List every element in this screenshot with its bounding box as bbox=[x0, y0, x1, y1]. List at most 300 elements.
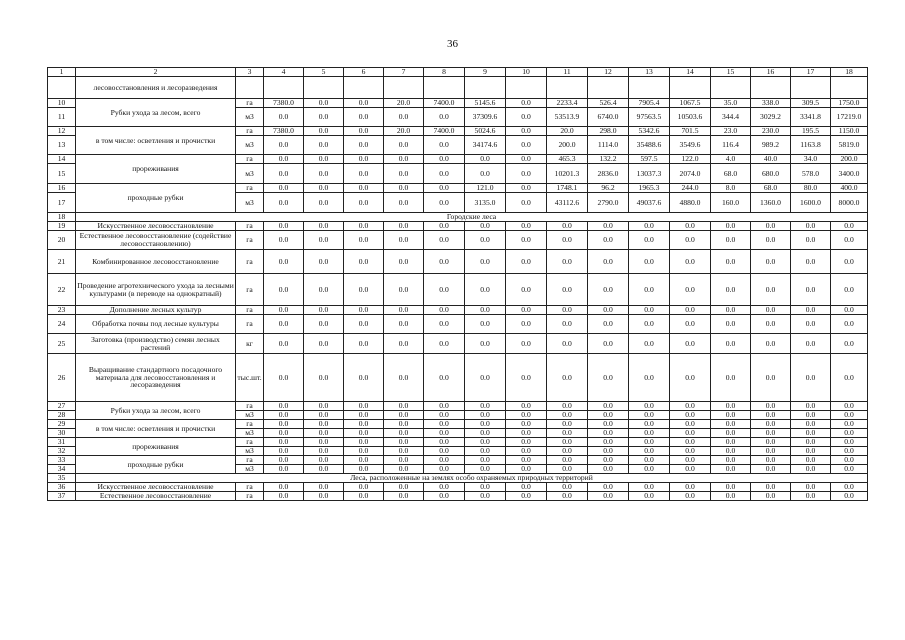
table-cell: 53513.9 bbox=[547, 108, 588, 127]
table-cell: 0.0 bbox=[711, 420, 751, 429]
table-cell: 0.0 bbox=[711, 231, 751, 250]
table-cell: 0.0 bbox=[670, 402, 711, 411]
table-cell: 0.0 bbox=[384, 306, 424, 315]
row-number: 20 bbox=[48, 231, 76, 250]
table-cell: 0.0 bbox=[831, 411, 868, 420]
table-cell: 0.0 bbox=[424, 483, 465, 492]
table-row bbox=[48, 315, 868, 334]
table-cell: 0.0 bbox=[670, 492, 711, 501]
table-cell: 0.0 bbox=[670, 420, 711, 429]
table-cell: 0.0 bbox=[547, 465, 588, 474]
table-cell: га bbox=[236, 127, 264, 136]
table-cell: 0.0 bbox=[547, 456, 588, 465]
table-cell: 0.0 bbox=[465, 354, 506, 402]
row-label: Комбинированное лесовосстановление bbox=[76, 250, 236, 274]
table-cell: 0.0 bbox=[465, 315, 506, 334]
column-header: 8 bbox=[424, 68, 465, 77]
table-cell: 0.0 bbox=[424, 136, 465, 155]
table-cell: 0.0 bbox=[670, 411, 711, 420]
table-cell: 0.0 bbox=[831, 465, 868, 474]
table-row bbox=[48, 402, 868, 411]
table-cell: 0.0 bbox=[304, 193, 344, 213]
table-cell: 0.0 bbox=[506, 492, 547, 501]
table-cell: 0.0 bbox=[670, 483, 711, 492]
table-cell: 0.0 bbox=[791, 315, 831, 334]
table-cell: 0.0 bbox=[831, 222, 868, 231]
table-cell: 0.0 bbox=[344, 447, 384, 456]
table-cell: 0.0 bbox=[424, 108, 465, 127]
table-cell: 0.0 bbox=[547, 438, 588, 447]
table-cell: 0.0 bbox=[588, 429, 629, 438]
table-cell: 5145.6 bbox=[465, 99, 506, 108]
table-cell: 0.0 bbox=[384, 438, 424, 447]
table-cell: 7400.0 bbox=[424, 99, 465, 108]
table-cell: 0.0 bbox=[304, 334, 344, 354]
table-cell: 10503.6 bbox=[670, 108, 711, 127]
table-cell: 0.0 bbox=[344, 184, 384, 193]
table-cell: 0.0 bbox=[831, 420, 868, 429]
table-cell: 7380.0 bbox=[264, 127, 304, 136]
table-cell: 0.0 bbox=[304, 429, 344, 438]
table-cell: 0.0 bbox=[344, 136, 384, 155]
table-cell: га bbox=[236, 274, 264, 306]
table-cell: 1067.5 bbox=[670, 99, 711, 108]
table-cell: 0.0 bbox=[384, 354, 424, 402]
table-cell: тыс.шт. bbox=[236, 354, 264, 402]
table-cell: 0.0 bbox=[506, 222, 547, 231]
row-number: 18 bbox=[48, 213, 76, 222]
table-cell: 0.0 bbox=[506, 127, 547, 136]
table-cell: 0.0 bbox=[264, 411, 304, 420]
table-cell: 0.0 bbox=[629, 447, 670, 456]
row-label: м3 bbox=[236, 193, 264, 213]
row-number: 21 bbox=[48, 250, 76, 274]
table-cell: 0.0 bbox=[831, 231, 868, 250]
row-number: 36 bbox=[48, 483, 76, 492]
table-cell bbox=[424, 77, 465, 99]
table-cell: 0.0 bbox=[547, 222, 588, 231]
table-cell: 0.0 bbox=[465, 456, 506, 465]
table-cell: 0.0 bbox=[304, 108, 344, 127]
table-cell: 40.0 bbox=[751, 155, 791, 164]
table-cell: 0.0 bbox=[629, 231, 670, 250]
table-cell: 3341.8 bbox=[791, 108, 831, 127]
table-row bbox=[48, 492, 868, 501]
table-cell: 0.0 bbox=[304, 438, 344, 447]
table-cell: 0.0 bbox=[506, 483, 547, 492]
table-cell: 0.0 bbox=[304, 127, 344, 136]
table-cell: 0.0 bbox=[344, 164, 384, 184]
table-cell: 0.0 bbox=[629, 222, 670, 231]
table-cell: 3549.6 bbox=[670, 136, 711, 155]
row-label: Рубки ухода за лесом, всего bbox=[76, 99, 236, 127]
table-cell: 195.5 bbox=[791, 127, 831, 136]
table-cell: 20.0 bbox=[384, 99, 424, 108]
row-label: Естественное лесовосстановление bbox=[76, 492, 236, 501]
table-cell: 400.0 bbox=[831, 184, 868, 193]
table-cell: 0.0 bbox=[588, 438, 629, 447]
table-cell: 0.0 bbox=[465, 411, 506, 420]
table-cell: 0.0 bbox=[384, 108, 424, 127]
table-cell: 0.0 bbox=[384, 184, 424, 193]
table-cell: 1748.1 bbox=[547, 184, 588, 193]
table-cell: 0.0 bbox=[465, 402, 506, 411]
table-cell: 0.0 bbox=[588, 402, 629, 411]
table-cell: 0.0 bbox=[751, 438, 791, 447]
table-cell bbox=[547, 77, 588, 99]
table-cell: 0.0 bbox=[424, 222, 465, 231]
row-number: 24 bbox=[48, 315, 76, 334]
table-cell: 0.0 bbox=[384, 447, 424, 456]
table-cell bbox=[236, 77, 264, 99]
section-title: Городские леса bbox=[76, 213, 868, 222]
table-cell: 13037.3 bbox=[629, 164, 670, 184]
table-cell: 3400.0 bbox=[831, 164, 868, 184]
table-cell bbox=[588, 77, 629, 99]
row-label: проходные рубки bbox=[76, 456, 236, 474]
table-cell: 309.5 bbox=[791, 99, 831, 108]
table-cell: 0.0 bbox=[424, 438, 465, 447]
table-cell: 0.0 bbox=[264, 164, 304, 184]
table-cell: 0.0 bbox=[588, 250, 629, 274]
table-cell: 0.0 bbox=[304, 402, 344, 411]
table-cell: 0.0 bbox=[588, 483, 629, 492]
column-header: 11 bbox=[547, 68, 588, 77]
row-number: 29 bbox=[48, 420, 76, 429]
table-cell: 0.0 bbox=[264, 483, 304, 492]
column-header: 13 bbox=[629, 68, 670, 77]
row-number: 33 bbox=[48, 456, 76, 465]
table-cell: 0.0 bbox=[670, 231, 711, 250]
row-number: 23 bbox=[48, 306, 76, 315]
table-cell: 0.0 bbox=[791, 420, 831, 429]
table-cell: га bbox=[236, 438, 264, 447]
table-row bbox=[48, 155, 868, 164]
table-cell: 0.0 bbox=[711, 315, 751, 334]
table-cell: 0.0 bbox=[506, 438, 547, 447]
table-cell: 0.0 bbox=[588, 231, 629, 250]
table-body bbox=[48, 68, 868, 501]
table-cell: 5819.0 bbox=[831, 136, 868, 155]
table-cell: 0.0 bbox=[304, 492, 344, 501]
table-cell: 0.0 bbox=[424, 250, 465, 274]
table-cell: 0.0 bbox=[670, 354, 711, 402]
table-cell: 0.0 bbox=[384, 429, 424, 438]
table-cell: 0.0 bbox=[264, 184, 304, 193]
table-cell: 244.0 bbox=[670, 184, 711, 193]
table-cell: 160.0 bbox=[711, 193, 751, 213]
table-cell: 0.0 bbox=[547, 483, 588, 492]
table-cell bbox=[465, 77, 506, 99]
table-cell: 0.0 bbox=[506, 155, 547, 164]
row-number: 30 bbox=[48, 429, 76, 438]
table-cell: 0.0 bbox=[831, 438, 868, 447]
table-cell: 0.0 bbox=[547, 429, 588, 438]
table-cell: 122.0 bbox=[670, 155, 711, 164]
table-cell: 0.0 bbox=[384, 315, 424, 334]
table-cell: 8.0 bbox=[711, 184, 751, 193]
table-cell bbox=[384, 77, 424, 99]
row-number: 35 bbox=[48, 474, 76, 483]
table-cell: 37309.6 bbox=[465, 108, 506, 127]
column-header: 4 bbox=[264, 68, 304, 77]
table-cell: 0.0 bbox=[384, 420, 424, 429]
table-cell: 0.0 bbox=[547, 420, 588, 429]
table-cell: 0.0 bbox=[384, 465, 424, 474]
table-cell: 0.0 bbox=[344, 306, 384, 315]
table-cell: 0.0 bbox=[629, 456, 670, 465]
table-cell: 0.0 bbox=[629, 334, 670, 354]
row-number: 22 bbox=[48, 274, 76, 306]
table-cell: 0.0 bbox=[384, 250, 424, 274]
table-cell: 0.0 bbox=[344, 108, 384, 127]
table-cell: кг bbox=[236, 334, 264, 354]
table-cell: 0.0 bbox=[264, 402, 304, 411]
row-label: проходные рубки bbox=[76, 184, 236, 213]
table-cell: 0.0 bbox=[506, 315, 547, 334]
table-cell: 20.0 bbox=[547, 127, 588, 136]
table-cell: 0.0 bbox=[751, 334, 791, 354]
table-cell: 0.0 bbox=[384, 456, 424, 465]
table-cell: 0.0 bbox=[791, 456, 831, 465]
table-cell: 0.0 bbox=[831, 334, 868, 354]
table-cell: 5342.6 bbox=[629, 127, 670, 136]
table-cell: 0.0 bbox=[465, 438, 506, 447]
table-row bbox=[48, 334, 868, 354]
table-cell: 0.0 bbox=[424, 411, 465, 420]
table-cell: 0.0 bbox=[344, 429, 384, 438]
table-cell: 0.0 bbox=[424, 456, 465, 465]
table-cell: 1360.0 bbox=[751, 193, 791, 213]
table-cell: 0.0 bbox=[629, 274, 670, 306]
table-cell: 0.0 bbox=[547, 334, 588, 354]
table-cell: 0.0 bbox=[670, 447, 711, 456]
table-cell: га bbox=[236, 155, 264, 164]
table-cell: га bbox=[236, 231, 264, 250]
table-cell bbox=[506, 77, 547, 99]
table-cell: 0.0 bbox=[384, 164, 424, 184]
column-header: 7 bbox=[384, 68, 424, 77]
table-cell: 0.0 bbox=[831, 250, 868, 274]
table-cell: 0.0 bbox=[424, 429, 465, 438]
table-cell: 0.0 bbox=[304, 99, 344, 108]
table-cell: 0.0 bbox=[751, 429, 791, 438]
table-cell: 0.0 bbox=[711, 465, 751, 474]
table-cell: 0.0 bbox=[465, 250, 506, 274]
table-cell: 0.0 bbox=[506, 193, 547, 213]
table-cell: 0.0 bbox=[751, 231, 791, 250]
row-label: в том числе: осветления и прочистки bbox=[76, 127, 236, 155]
table-cell: 0.0 bbox=[304, 274, 344, 306]
table-cell: 2233.4 bbox=[547, 99, 588, 108]
table-cell: 0.0 bbox=[791, 447, 831, 456]
table-cell: 0.0 bbox=[424, 155, 465, 164]
table-cell: 4880.0 bbox=[670, 193, 711, 213]
column-header: 15 bbox=[711, 68, 751, 77]
row-label: Естественное лесовосстановление (содействие лесовосстановлению) bbox=[76, 231, 236, 250]
table-cell: 0.0 bbox=[384, 193, 424, 213]
column-header: 12 bbox=[588, 68, 629, 77]
table-cell: 0.0 bbox=[304, 164, 344, 184]
table-cell: 0.0 bbox=[831, 315, 868, 334]
table-cell: 97563.5 bbox=[629, 108, 670, 127]
table-cell: 2790.0 bbox=[588, 193, 629, 213]
table-cell: 989.2 bbox=[751, 136, 791, 155]
table-cell: 1150.0 bbox=[831, 127, 868, 136]
table-cell bbox=[791, 77, 831, 99]
table-row bbox=[48, 184, 868, 193]
table-cell: 0.0 bbox=[670, 465, 711, 474]
table-cell: 0.0 bbox=[264, 354, 304, 402]
table-cell: 0.0 bbox=[670, 429, 711, 438]
table-cell: 0.0 bbox=[588, 456, 629, 465]
table-cell: 0.0 bbox=[264, 136, 304, 155]
table-cell: 1163.8 bbox=[791, 136, 831, 155]
row-label: Искусственное лесовосстановление bbox=[76, 483, 236, 492]
table-cell: 0.0 bbox=[344, 456, 384, 465]
data-table bbox=[47, 67, 868, 501]
table-row bbox=[48, 420, 868, 429]
table-cell: 0.0 bbox=[465, 222, 506, 231]
table-cell: 0.0 bbox=[751, 456, 791, 465]
table-cell: 0.0 bbox=[264, 334, 304, 354]
table-cell: 0.0 bbox=[751, 492, 791, 501]
table-cell: 0.0 bbox=[588, 315, 629, 334]
table-cell: 0.0 bbox=[588, 465, 629, 474]
table-cell: 0.0 bbox=[424, 447, 465, 456]
table-cell: 0.0 bbox=[465, 465, 506, 474]
table-cell: 0.0 bbox=[751, 250, 791, 274]
table-cell: 0.0 bbox=[424, 334, 465, 354]
table-cell: 0.0 bbox=[711, 483, 751, 492]
table-cell: 0.0 bbox=[304, 411, 344, 420]
table-cell: га bbox=[236, 250, 264, 274]
table-cell: 0.0 bbox=[791, 402, 831, 411]
table-row bbox=[48, 306, 868, 315]
table-cell: 0.0 bbox=[506, 456, 547, 465]
table-cell: 0.0 bbox=[670, 222, 711, 231]
section-row bbox=[48, 213, 868, 222]
column-header: 9 bbox=[465, 68, 506, 77]
row-number: 32 bbox=[48, 447, 76, 456]
table-cell: 0.0 bbox=[831, 402, 868, 411]
table-cell: 0.0 bbox=[831, 483, 868, 492]
table-cell: 0.0 bbox=[344, 274, 384, 306]
table-cell: га bbox=[236, 222, 264, 231]
table-cell: 7905.4 bbox=[629, 99, 670, 108]
row-number: 37 bbox=[48, 492, 76, 501]
table-cell: 0.0 bbox=[547, 402, 588, 411]
table-cell: га bbox=[236, 420, 264, 429]
table-cell: 0.0 bbox=[751, 306, 791, 315]
table-cell: 0.0 bbox=[465, 274, 506, 306]
table-cell: 0.0 bbox=[751, 222, 791, 231]
table-cell: 0.0 bbox=[831, 447, 868, 456]
table-cell: га bbox=[236, 99, 264, 108]
table-cell: 0.0 bbox=[751, 411, 791, 420]
table-cell: 4.0 bbox=[711, 155, 751, 164]
column-header: 3 bbox=[236, 68, 264, 77]
table-cell: 0.0 bbox=[424, 274, 465, 306]
table-cell: 0.0 bbox=[304, 483, 344, 492]
table-cell: 0.0 bbox=[264, 193, 304, 213]
table-cell: 0.0 bbox=[506, 99, 547, 108]
row-number: 34 bbox=[48, 465, 76, 474]
column-header: 5 bbox=[304, 68, 344, 77]
table-cell: 0.0 bbox=[506, 231, 547, 250]
table-cell: 0.0 bbox=[344, 354, 384, 402]
table-cell: 0.0 bbox=[465, 483, 506, 492]
table-cell bbox=[264, 77, 304, 99]
row-number: 10 bbox=[48, 99, 76, 108]
table-cell: 0.0 bbox=[465, 231, 506, 250]
table-cell: 0.0 bbox=[711, 274, 751, 306]
table-cell: 0.0 bbox=[264, 222, 304, 231]
table-cell: 0.0 bbox=[465, 447, 506, 456]
table-cell: 0.0 bbox=[751, 315, 791, 334]
table-cell: 35488.6 bbox=[629, 136, 670, 155]
table-cell: 0.0 bbox=[304, 231, 344, 250]
table-cell: 0.0 bbox=[588, 420, 629, 429]
table-cell: 0.0 bbox=[424, 306, 465, 315]
table-cell: 0.0 bbox=[629, 420, 670, 429]
table-row bbox=[48, 438, 868, 447]
table-cell: 0.0 bbox=[670, 250, 711, 274]
table-cell: 0.0 bbox=[465, 155, 506, 164]
row-number: 28 bbox=[48, 411, 76, 420]
row-number: 31 bbox=[48, 438, 76, 447]
table-cell: 0.0 bbox=[384, 222, 424, 231]
table-cell: 0.0 bbox=[588, 492, 629, 501]
row-number: 17 bbox=[48, 193, 76, 213]
table-cell: 0.0 bbox=[629, 402, 670, 411]
table-cell: 0.0 bbox=[547, 306, 588, 315]
table-cell: 0.0 bbox=[344, 231, 384, 250]
table-cell: 0.0 bbox=[264, 315, 304, 334]
table-cell: 0.0 bbox=[304, 420, 344, 429]
row-number: 16 bbox=[48, 184, 76, 193]
table-cell: 0.0 bbox=[304, 315, 344, 334]
row-label: м3 bbox=[236, 108, 264, 127]
table-cell: 0.0 bbox=[304, 184, 344, 193]
table-cell: 0.0 bbox=[506, 184, 547, 193]
row-label: м3 bbox=[236, 447, 264, 456]
table-cell: 0.0 bbox=[588, 274, 629, 306]
row-number: 13 bbox=[48, 136, 76, 155]
table-cell: 0.0 bbox=[264, 231, 304, 250]
table-cell: 0.0 bbox=[670, 438, 711, 447]
table-cell: 0.0 bbox=[424, 193, 465, 213]
table-row bbox=[48, 354, 868, 402]
row-number: 27 bbox=[48, 402, 76, 411]
table-cell: 7380.0 bbox=[264, 99, 304, 108]
table-row bbox=[48, 127, 868, 136]
table-cell: 0.0 bbox=[344, 438, 384, 447]
table-cell: 0.0 bbox=[506, 465, 547, 474]
row-label: м3 bbox=[236, 429, 264, 438]
table-cell: 0.0 bbox=[384, 334, 424, 354]
table-cell: 0.0 bbox=[304, 447, 344, 456]
table-cell: 0.0 bbox=[506, 306, 547, 315]
row-label: прореживания bbox=[76, 438, 236, 456]
table-cell: 0.0 bbox=[791, 411, 831, 420]
section-row bbox=[48, 474, 868, 483]
row-number: 25 bbox=[48, 334, 76, 354]
table-cell: 0.0 bbox=[588, 447, 629, 456]
table-cell: 0.0 bbox=[264, 429, 304, 438]
table-cell: 0.0 bbox=[670, 315, 711, 334]
table-cell: 0.0 bbox=[424, 315, 465, 334]
